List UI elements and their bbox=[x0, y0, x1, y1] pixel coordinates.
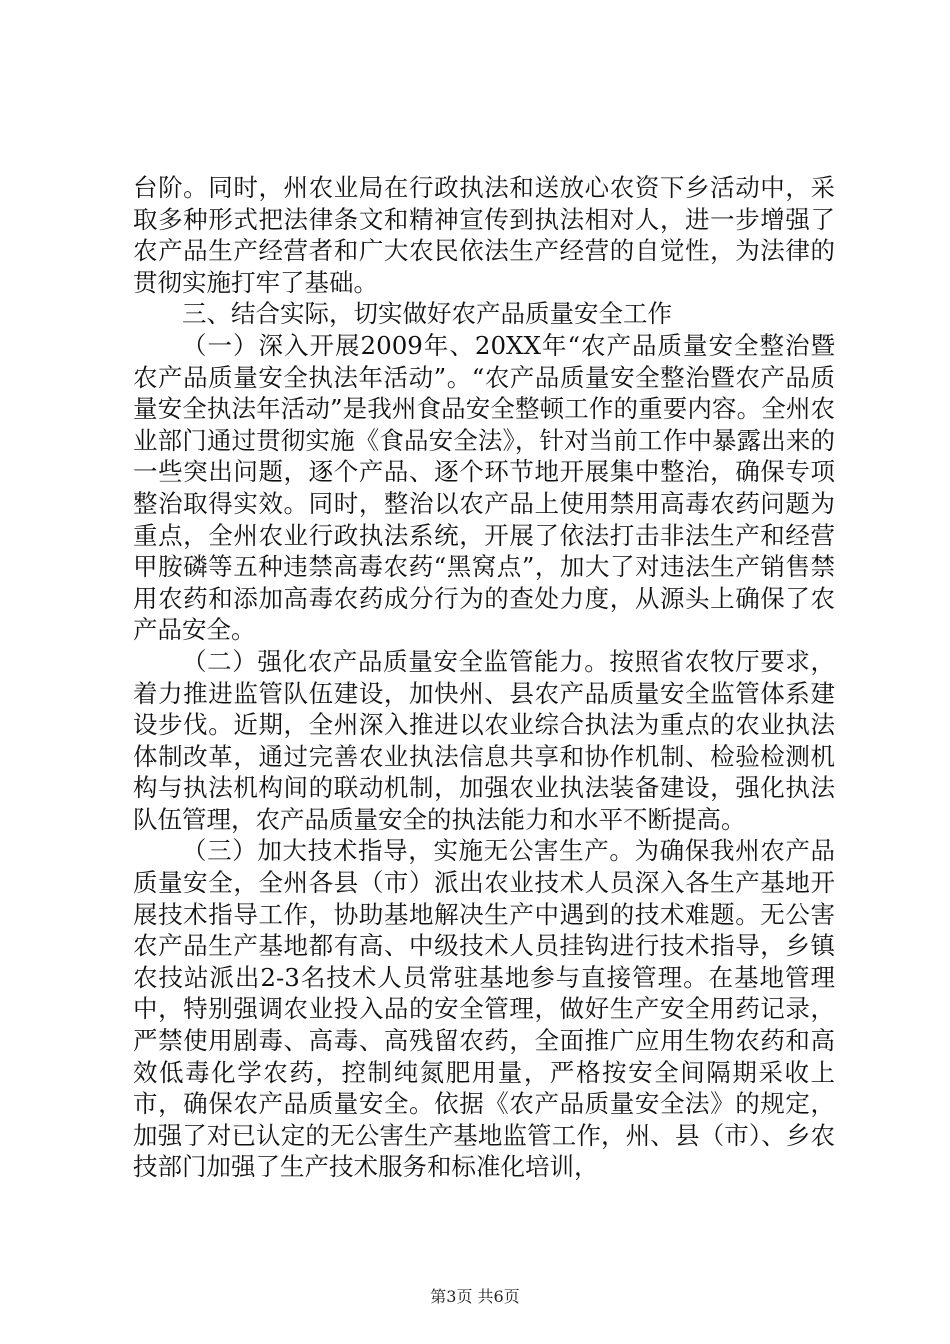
page-number-footer: 第3页 共6页 bbox=[430, 1287, 520, 1306]
paragraph-item-2: （二）强化农产品质量安全监管能力。按照省农牧厅要求，着力推进监管队伍建设，加快州、县农产品质量安全监管体系建设步伐。近期，全州深入推进以农业综合执法为重点的农业执法体制改革，通过完善农业执法信息共享和协作机制、检验检测机构与执法机构间的联动机制，加强农业执法装备建设，强化执法队伍管理，农产品质量安全的执法能力和水平不断提高。 bbox=[133, 646, 835, 834]
paragraph-continuation: 台阶。同时，州农业局在行政执法和送放心农资下乡活动中，采取多种形式把法律条文和精神宣传到执法相对人，进一步增强了农产品生产经营者和广大农民依法生产经营的自觉性，为法律的贯彻实施打牢了基础。 bbox=[133, 173, 835, 297]
section-heading: 三、结合实际，切实做好农产品质量安全工作 bbox=[182, 299, 672, 329]
document-body bbox=[133, 172, 835, 1183]
paragraph-item-3: （三）加大技术指导，实施无公害生产。为确保我州农产品质量安全，全州各县（市）派出农业技术人员深入各生产基地开展技术指导工作，协助基地解决生产中遇到的技术难题。无公害农产品生产基地都有高、中级技术人员挂钩进行技术指导，乡镇农技站派出2-3名技术人员常驻基地参与直接管理。在基地管理中，特别强调农业投入品的安全管理，做好生产安全用药记录，严禁使用剧毒、高毒、高残留农药，全面推广应用生物农药和高效低毒化学农药，控制纯氮肥用量，严格按安全间隔期采收上市，确保农产品质量安全。依据《农产品质量安全法》的规定，加强了对已认定的无公害生产基地监管工作，州、县（市）、乡农技部门加强了生产技术服务和标准化培训， bbox=[133, 836, 835, 1182]
paragraph-item-1: （一）深入开展2009年、20XX年“农产品质量安全整治暨农产品质量安全执法年活动”。“农产品质量安全整治暨农产品质量安全执法年活动”是我州食品安全整顿工作的重要内容。全州农业部门通过贯彻实施《食品安全法》，针对当前工作中暴露出来的一些突出问题，逐个产品、逐个环节地开展集中整治，确保专项整治取得实效。同时，整治以农产品上使用禁用高毒农药问题为重点，全州农业行政执法系统，开展了依法打击非法生产和经营甲胺磷等五种违禁高毒农药“黑窝点”，加大了对违法生产销售禁用农药和添加高毒农药成分行为的查处力度，从源头上确保了农产品安全。 bbox=[133, 330, 835, 645]
